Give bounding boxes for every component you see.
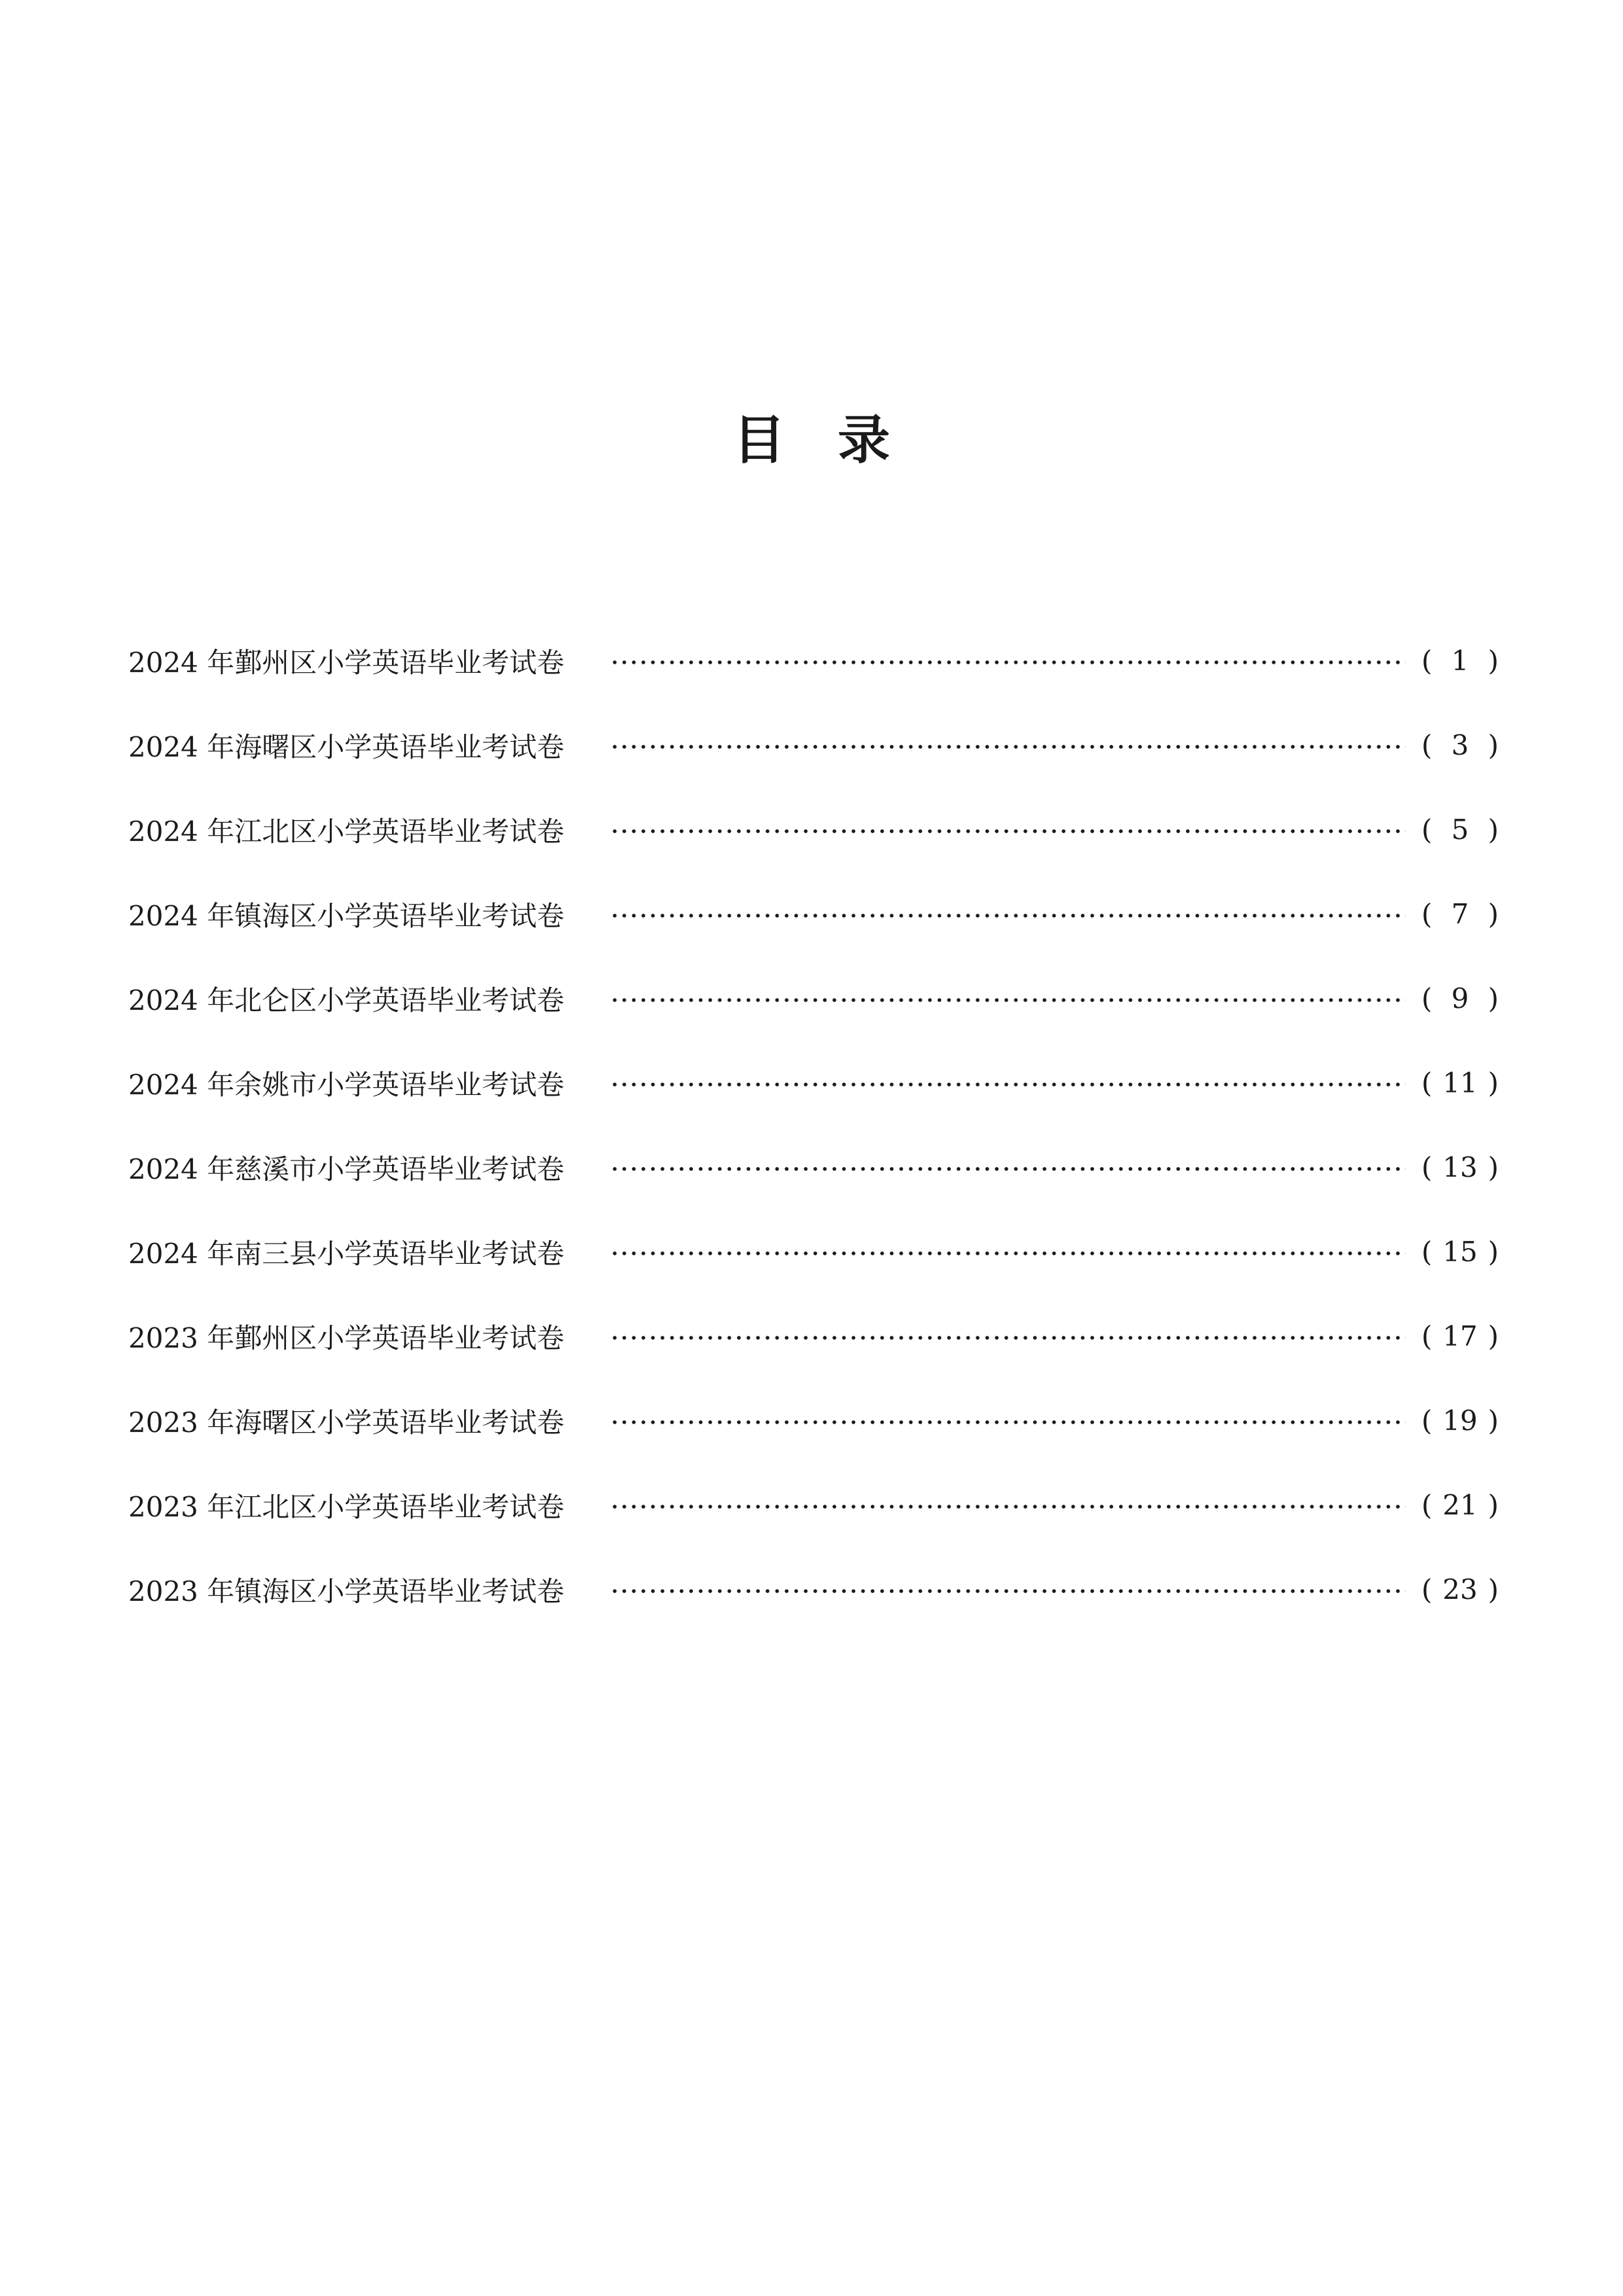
- dot-leader: [610, 1083, 1406, 1086]
- toc-entry-label: 2024 年镇海区小学英语毕业考试卷: [128, 899, 565, 932]
- toc-entry[interactable]: [128, 619, 1499, 703]
- page-number: 23: [1442, 1573, 1478, 1605]
- toc-entry[interactable]: [128, 1210, 1499, 1294]
- toc-entry-label: 2024 年海曙区小学英语毕业考试卷: [128, 730, 565, 763]
- page-number: 5: [1451, 814, 1469, 846]
- toc-entry[interactable]: [128, 703, 1499, 787]
- page-number: 13: [1442, 1151, 1478, 1183]
- close-paren: ): [1488, 1489, 1499, 1521]
- page-number: 19: [1442, 1405, 1478, 1437]
- toc-entry[interactable]: [128, 1378, 1499, 1463]
- toc-entry[interactable]: [128, 1463, 1499, 1547]
- toc-entry-label: 2023 年江北区小学英语毕业考试卷: [128, 1490, 565, 1523]
- toc-entry-label: 2023 年海曙区小学英语毕业考试卷: [128, 1406, 565, 1439]
- toc-entry-page-number: [1421, 1573, 1499, 1605]
- toc-entry-page-number: [1421, 645, 1499, 677]
- dot-leader: [610, 1420, 1406, 1424]
- toc-entry[interactable]: [128, 1041, 1499, 1125]
- close-paren: ): [1488, 729, 1499, 761]
- dot-leader: [610, 998, 1406, 1002]
- dot-leader: [610, 829, 1406, 833]
- dot-leader: [610, 745, 1406, 749]
- toc-entry-page-number: [1421, 1405, 1499, 1437]
- toc-entry-page-number: [1421, 729, 1499, 761]
- open-paren: (: [1421, 645, 1433, 677]
- page-number: 11: [1442, 1067, 1478, 1099]
- page-number: 15: [1442, 1236, 1478, 1268]
- toc-entry-label: 2024 年南三县小学英语毕业考试卷: [128, 1237, 565, 1270]
- close-paren: ): [1488, 645, 1499, 677]
- page-number: 3: [1451, 729, 1469, 761]
- page-title-char-1: 目: [733, 410, 785, 471]
- open-paren: (: [1421, 729, 1433, 761]
- toc-entry-label: 2024 年鄞州区小学英语毕业考试卷: [128, 646, 565, 679]
- dot-leader: [610, 1589, 1406, 1593]
- page-number: 9: [1451, 982, 1469, 1014]
- page-number: 17: [1442, 1320, 1478, 1352]
- close-paren: ): [1488, 814, 1499, 846]
- toc-entry-label: 2024 年慈溪市小学英语毕业考试卷: [128, 1153, 565, 1185]
- open-paren: (: [1421, 1236, 1433, 1268]
- close-paren: ): [1488, 982, 1499, 1014]
- open-paren: (: [1421, 982, 1433, 1014]
- close-paren: ): [1488, 1151, 1499, 1183]
- page-title-char-2: 录: [838, 410, 890, 471]
- close-paren: ): [1488, 1236, 1499, 1268]
- close-paren: ): [1488, 1067, 1499, 1099]
- toc-entry-label: 2024 年余姚市小学英语毕业考试卷: [128, 1068, 565, 1101]
- toc-entry-label: 2023 年鄞州区小学英语毕业考试卷: [128, 1321, 565, 1354]
- page-number: 21: [1442, 1489, 1478, 1521]
- toc-entry[interactable]: [128, 872, 1499, 956]
- open-paren: (: [1421, 1489, 1433, 1521]
- toc-entry[interactable]: [128, 1125, 1499, 1210]
- toc-entry[interactable]: [128, 956, 1499, 1041]
- dot-leader: [610, 1251, 1406, 1255]
- toc-entry-page-number: [1421, 982, 1499, 1014]
- open-paren: (: [1421, 814, 1433, 846]
- open-paren: (: [1421, 1151, 1433, 1183]
- toc-entry-page-number: [1421, 1320, 1499, 1352]
- dot-leader: [610, 660, 1406, 664]
- toc-entry-label: 2023 年镇海区小学英语毕业考试卷: [128, 1575, 565, 1607]
- toc-entry[interactable]: [128, 1294, 1499, 1378]
- open-paren: (: [1421, 1573, 1433, 1605]
- close-paren: ): [1488, 1320, 1499, 1352]
- table-of-contents: [128, 619, 1499, 1632]
- page-title: [0, 404, 1623, 476]
- toc-entry-page-number: [1421, 1067, 1499, 1099]
- page-number: 1: [1451, 645, 1469, 677]
- toc-entry-page-number: [1421, 814, 1499, 846]
- open-paren: (: [1421, 1067, 1433, 1099]
- toc-entry-page-number: [1421, 1489, 1499, 1521]
- close-paren: ): [1488, 1573, 1499, 1605]
- toc-entry[interactable]: [128, 787, 1499, 872]
- toc-entry-page-number: [1421, 898, 1499, 930]
- toc-entry-page-number: [1421, 1236, 1499, 1268]
- open-paren: (: [1421, 1405, 1433, 1437]
- page-number: 7: [1451, 898, 1469, 930]
- dot-leader: [610, 1167, 1406, 1171]
- dot-leader: [610, 1336, 1406, 1340]
- toc-entry-label: 2024 年江北区小学英语毕业考试卷: [128, 815, 565, 848]
- toc-entry[interactable]: [128, 1547, 1499, 1632]
- toc-entry-label: 2024 年北仑区小学英语毕业考试卷: [128, 984, 565, 1016]
- dot-leader: [610, 1505, 1406, 1509]
- toc-entry-page-number: [1421, 1151, 1499, 1183]
- dot-leader: [610, 914, 1406, 918]
- open-paren: (: [1421, 898, 1433, 930]
- close-paren: ): [1488, 898, 1499, 930]
- close-paren: ): [1488, 1405, 1499, 1437]
- open-paren: (: [1421, 1320, 1433, 1352]
